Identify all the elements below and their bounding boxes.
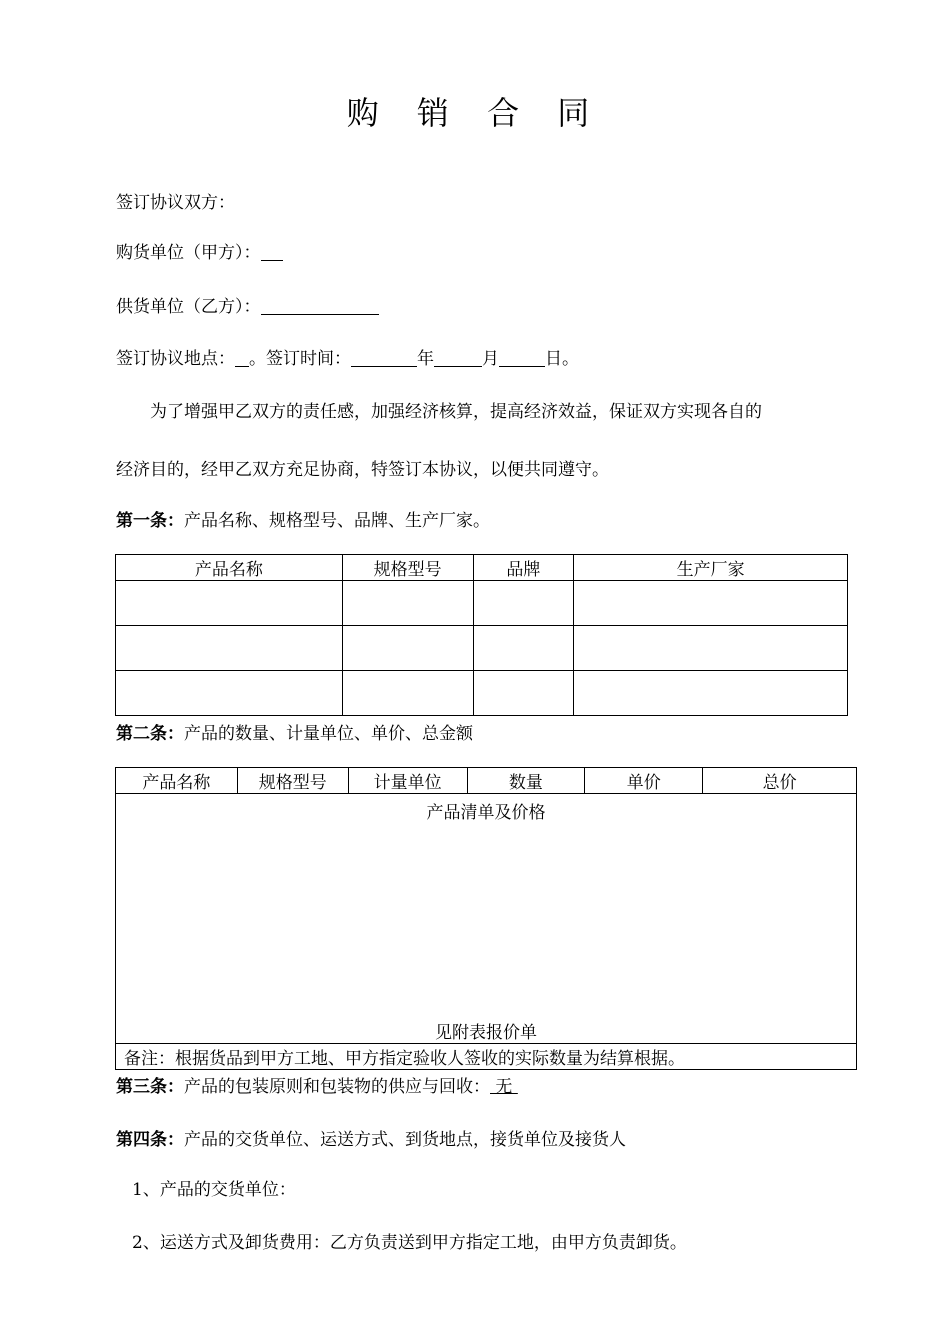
- table-cell: [342, 671, 473, 716]
- header-total-price: 总价: [703, 768, 857, 794]
- table-cell: [342, 626, 473, 671]
- table-cell: [116, 581, 343, 626]
- document-title: 购 销 合 同: [346, 94, 604, 132]
- table-cell: [473, 581, 574, 626]
- seller-line: [116, 292, 379, 317]
- article-1: [116, 506, 490, 531]
- table-cell: [342, 581, 473, 626]
- header-product-name: 产品名称: [116, 555, 343, 581]
- header-product-name: 产品名称: [116, 768, 238, 794]
- header-spec-model: 规格型号: [237, 768, 348, 794]
- table-cell: [116, 671, 343, 716]
- intro-paragraph-line1: 为了增强甲乙双方的责任感，加强经济核算，提高经济效益，保证双方实现各自的: [150, 402, 762, 422]
- article-4-text: 产品的交货单位、运送方式、到货地点，接货单位及接货人: [184, 1130, 626, 1150]
- place-blank: [235, 348, 249, 367]
- product-table: [115, 554, 848, 716]
- seller-label: 供货单位（乙方）：: [116, 297, 261, 317]
- article-2: [116, 719, 473, 744]
- buyer-blank: [261, 242, 283, 261]
- day-blank: [499, 348, 545, 367]
- table-cell: [473, 671, 574, 716]
- product-table-header: [116, 555, 848, 581]
- table-row: [116, 626, 848, 671]
- day-label: 日。: [545, 349, 579, 369]
- article-2-heading: 第二条：: [116, 724, 184, 744]
- article-1-text: 产品名称、规格型号、品牌、生产厂家。: [184, 511, 490, 531]
- price-list-cell: [116, 794, 857, 1044]
- article-4: [116, 1125, 626, 1150]
- price-table-header: [116, 768, 857, 794]
- header-manufacturer: 生产厂家: [574, 555, 848, 581]
- price-list-row: [116, 794, 857, 1044]
- price-list-title: 产品清单及价格: [426, 803, 546, 823]
- table-cell: [574, 581, 848, 626]
- year-label: 年: [417, 349, 434, 369]
- header-brand: 品牌: [473, 555, 574, 581]
- table-row: [116, 581, 848, 626]
- place-time-line: [116, 344, 579, 369]
- header-unit-price: 单价: [585, 768, 703, 794]
- place-label: 签订协议地点：: [116, 349, 235, 369]
- article-3-value: 无: [490, 1077, 518, 1097]
- parties-heading: 签订协议双方：: [116, 193, 235, 213]
- article-3-heading: 第三条：: [116, 1077, 184, 1097]
- month-label: 月: [482, 349, 499, 369]
- table-cell: [574, 671, 848, 716]
- note-row: [116, 1044, 857, 1070]
- month-blank: [434, 348, 482, 367]
- year-blank: [351, 348, 417, 367]
- price-table-note: 备注：根据货品到甲方工地、甲方指定验收人签收的实际数量为结算根据。: [116, 1044, 857, 1070]
- price-list-footer: 见附表报价单: [435, 1023, 537, 1043]
- table-cell: [473, 626, 574, 671]
- article-4-item-2: 2、运送方式及卸货费用：乙方负责送到甲方指定工地，由甲方负责卸货。: [132, 1233, 687, 1253]
- header-spec-model: 规格型号: [342, 555, 473, 581]
- article-2-text: 产品的数量、计量单位、单价、总金额: [184, 724, 473, 744]
- table-cell: [574, 626, 848, 671]
- seller-blank: [261, 296, 379, 315]
- header-unit: 计量单位: [348, 768, 467, 794]
- article-3: [116, 1072, 518, 1097]
- article-4-item-1: 1、产品的交货单位：: [132, 1180, 296, 1200]
- table-cell: [116, 626, 343, 671]
- table-row: [116, 671, 848, 716]
- time-label: 。签订时间：: [249, 349, 351, 369]
- price-table: [115, 767, 857, 1070]
- article-3-text: 产品的包装原则和包装物的供应与回收：: [184, 1077, 490, 1097]
- buyer-line: [116, 238, 283, 263]
- buyer-label: 购货单位（甲方）：: [116, 243, 261, 263]
- header-quantity: 数量: [467, 768, 585, 794]
- article-1-heading: 第一条：: [116, 511, 184, 531]
- intro-paragraph-line2: 经济目的，经甲乙双方充足协商，特签订本协议，以便共同遵守。: [116, 460, 609, 480]
- article-4-heading: 第四条：: [116, 1130, 184, 1150]
